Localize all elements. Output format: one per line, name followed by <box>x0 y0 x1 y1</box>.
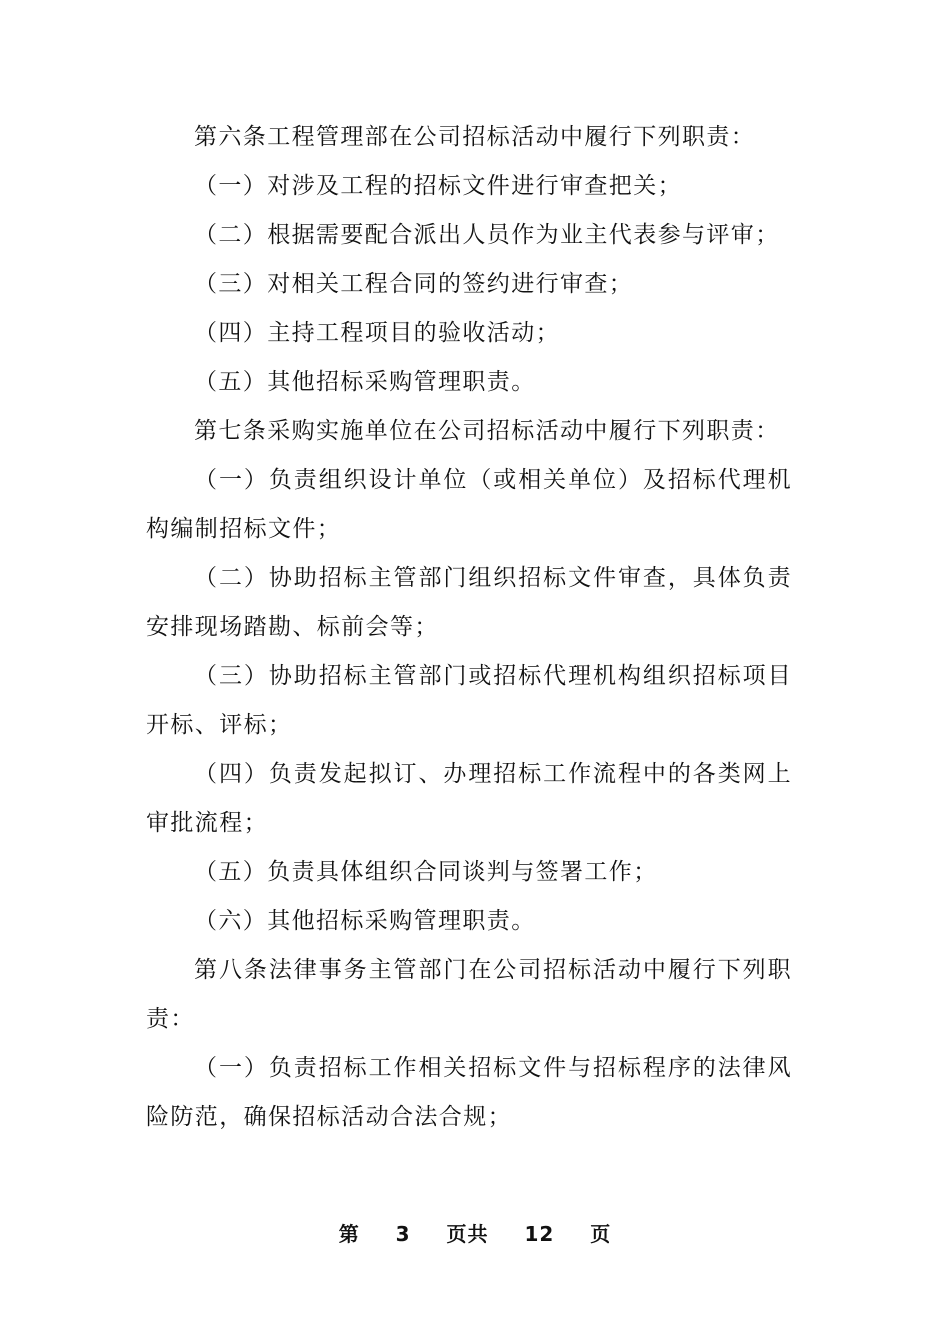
article-6-heading: 第六条工程管理部在公司招标活动中履行下列职责： <box>194 124 756 150</box>
article-6-item-5: （五）其他招标采购管理职责。 <box>194 369 536 395</box>
article-6-item-3: （三）对相关工程合同的签约进行审查； <box>194 271 634 297</box>
article-7-item-3: （三）协助招标主管部门或招标代理机构组织招标项目开标、评标； <box>146 663 792 738</box>
article-7-item-6: （六）其他招标采购管理职责。 <box>194 908 536 934</box>
article-7-heading: 第七条采购实施单位在公司招标活动中履行下列职责： <box>194 418 780 444</box>
article-7-item-4: （四）负责发起拟订、办理招标工作流程中的各类网上审批流程； <box>146 761 792 836</box>
footer-prefix: 第 <box>338 1222 360 1246</box>
article-6-item-2: （二）根据需要配合派出人员作为业主代表参与评审； <box>194 222 780 248</box>
article-8-item-1: （一）负责招标工作相关招标文件与招标程序的法律风险防范，确保招标活动合法合规； <box>146 1055 792 1130</box>
footer-page-number: 3 <box>395 1222 411 1246</box>
page-footer <box>0 1218 950 1247</box>
article-8-heading: 第八条法律事务主管部门在公司招标活动中履行下列职责： <box>146 957 792 1032</box>
footer-middle: 页共 <box>446 1222 489 1246</box>
article-7-item-2: （二）协助招标主管部门组织招标文件审查，具体负责安排现场踏勘、标前会等； <box>146 565 792 640</box>
footer-total-pages: 12 <box>524 1222 555 1246</box>
article-7-item-1: （一）负责组织设计单位（或相关单位）及招标代理机构编制招标文件； <box>146 467 792 542</box>
document-body <box>146 113 792 1142</box>
article-6-item-1: （一）对涉及工程的招标文件进行审查把关； <box>194 173 682 199</box>
footer-suffix: 页 <box>590 1222 612 1246</box>
article-7-item-5: （五）负责具体组织合同谈判与签署工作； <box>194 859 658 885</box>
article-6-item-4: （四）主持工程项目的验收活动； <box>194 320 560 346</box>
